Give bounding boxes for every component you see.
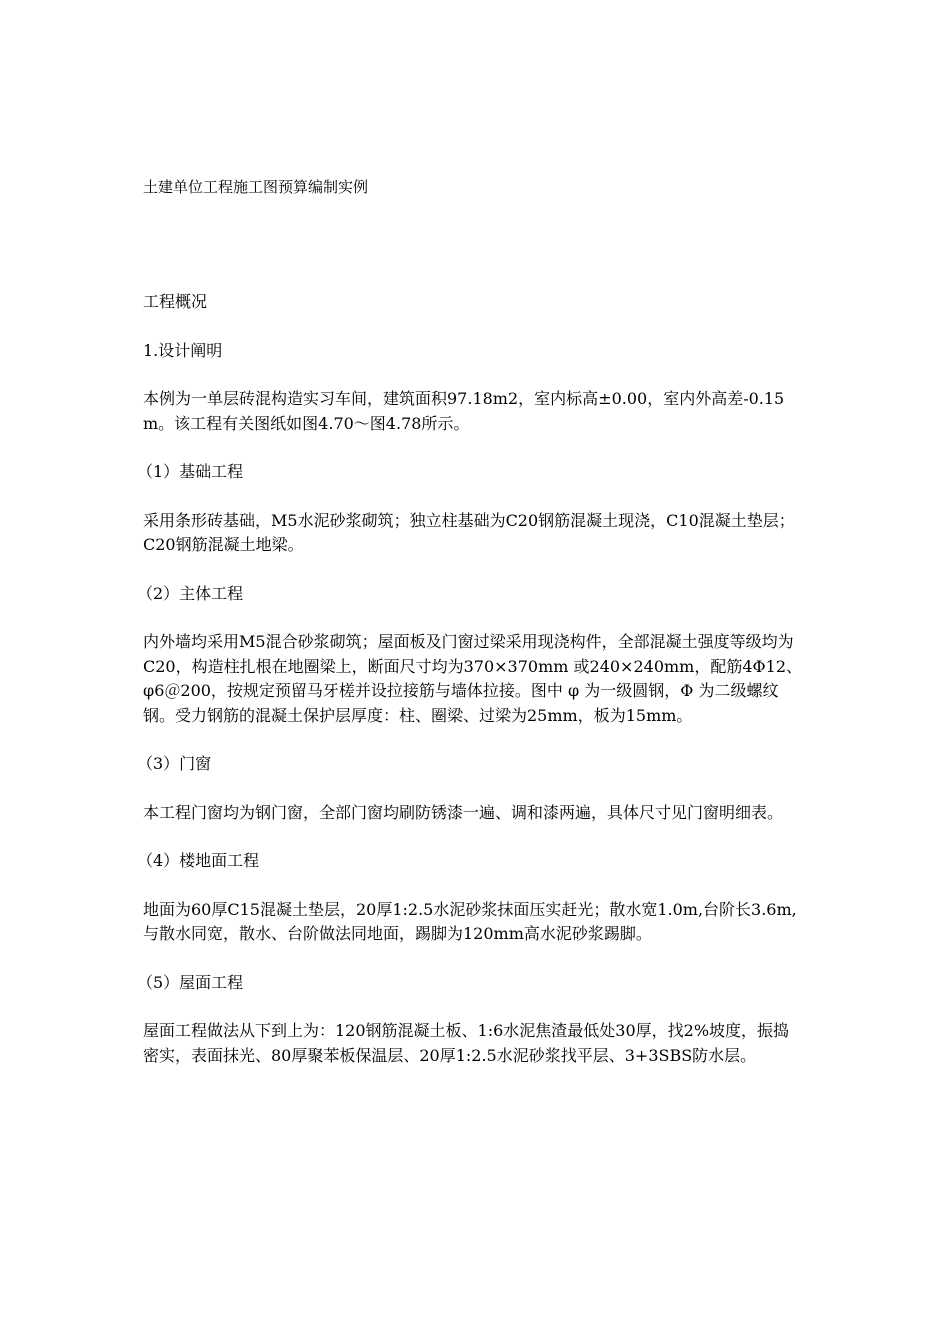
item-body-roof: 屋面工程做法从下到上为：120钢筋混凝土板、1:6水泥焦渣最低处30厚，找2%坡度，振捣密实，表面抹光、80厚聚苯板保温层、20厚1:2.5水泥砂浆找平层、3+3SBS防水层。	[143, 1021, 790, 1065]
item-body-doors-windows: 本工程门窗均为钢门窗，全部门窗均刷防锈漆一遍、调和漆两遍，具体尺寸见门窗明细表。	[143, 802, 784, 822]
item-body-foundation: 采用条形砖基础，M5水泥砂浆砌筑；独立柱基础为C20钢筋混凝土现浇，C10混凝土垫层；C20钢筋混凝土地梁。	[143, 510, 795, 554]
document-title: 土建单位工程施工图预算编制实例	[143, 178, 369, 196]
intro-paragraph: 本例为一单层砖混构造实习车间，建筑面积97.18m2，室内标高±0.00，室内外高差-0.15m。该工程有关图纸如图4.70～图4.78所示。	[143, 389, 785, 433]
document-body	[137, 290, 803, 1092]
subsection-heading: 1.设计阐明	[143, 340, 223, 360]
item-body-main-structure: 内外墙均采用M5混合砂浆砌筑；屋面板及门窗过梁采用现浇构件，全部混凝土强度等级均为C20，构造柱扎根在地圈梁上，断面尺寸均为370×370mm 或240×240mm，配筋4Φ12、φ6＠200，按规定预留马牙槎并设拉接筋与墙体拉接。图中 φ 为一级圆钢，Φ 为二级螺纹钢。受力钢筋的混凝土保护层厚度：柱、圈梁、过梁为25mm，板为15mm。	[143, 632, 803, 725]
item-heading-doors-windows: （3）门窗	[137, 754, 212, 773]
item-body-floor: 地面为60厚C15混凝土垫层，20厚1:2.5水泥砂浆抹面压实赶光；散水宽1.0m,台阶长3.6m,与散水同宽，散水、台阶做法同地面，踢脚为120mm高水泥砂浆踢脚。	[143, 899, 797, 943]
item-heading-foundation: （1）基础工程	[137, 462, 244, 481]
item-heading-roof: （5）屋面工程	[137, 972, 244, 992]
item-heading-floor: （4）楼地面工程	[137, 851, 260, 870]
item-heading-main-structure: （2）主体工程	[137, 583, 244, 603]
section-heading: 工程概况	[143, 292, 208, 311]
